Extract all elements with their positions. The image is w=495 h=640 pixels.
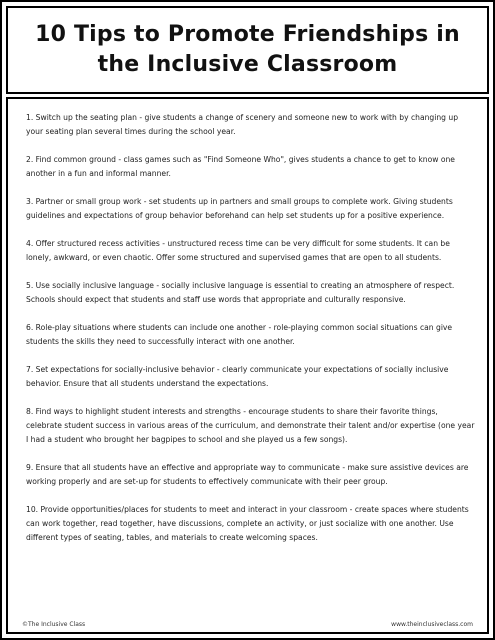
tips-box	[6, 97, 489, 634]
tip-item: 1. Switch up the seating plan - give students a change of scenery and someone new to work with by changing up your seating plan several times during the school year.	[26, 113, 459, 136]
footer	[22, 621, 473, 628]
website-text: www.theinclusiveclass.com	[391, 621, 473, 628]
tip-item: 5. Use socially inclusive language - socially inclusive language is essential to creating an atmosphere of respect. Schools should expect that students and staff use words that appropriate and culturally responsive.	[26, 281, 455, 304]
title-box	[6, 6, 489, 94]
page-title: 10 Tips to Promote Friendships in the Inclusive Classroom	[35, 22, 460, 77]
tip-item: 9. Ensure that all students have an effective and appropriate way to communicate - make sure assistive devices are working properly and are set-up for students to effectively communicate with their peer group.	[26, 463, 469, 486]
tips-list	[26, 111, 475, 559]
tip-item: 8. Find ways to highlight student interests and strengths - encourage students to share their favorite things, celebrate student success in various areas of the curriculum, and demonstrate their talent and/or expertise (one year I had a student who brought her bagpipes to school and she played us a few songs).	[26, 407, 475, 444]
tip-item: 7. Set expectations for socially-inclusive behavior - clearly communicate your expectations of socially inclusive behavior. Ensure that all students understand the expectations.	[26, 365, 449, 388]
tip-item: 10. Provide opportunities/places for students to meet and interact in your classroom - create spaces where students can work together, read together, have discussions, complete an activity, or just socialize with one another. Use different types of seating, tables, and materials to create welcoming spaces.	[26, 505, 469, 542]
tip-item: 6. Role-play situations where students can include one another - role-playing common social situations can give students the skills they need to successfully interact with one another.	[26, 323, 453, 346]
tip-item: 3. Partner or small group work - set students up in partners and small groups to complete work. Giving students guidelines and expectations of group behavior beforehand can help set students up for a positive experience.	[26, 197, 453, 220]
tip-item: 4. Offer structured recess activities - unstructured recess time can be very difficult for some students. It can be lonely, awkward, or even chaotic. Offer some structured and supervised games that are open to all students.	[26, 239, 450, 262]
tip-item: 2. Find common ground - class games such as "Find Someone Who", gives students a chance to get to know one another in a fun and informal manner.	[26, 155, 455, 178]
copyright-text: ©The Inclusive Class	[22, 621, 86, 628]
